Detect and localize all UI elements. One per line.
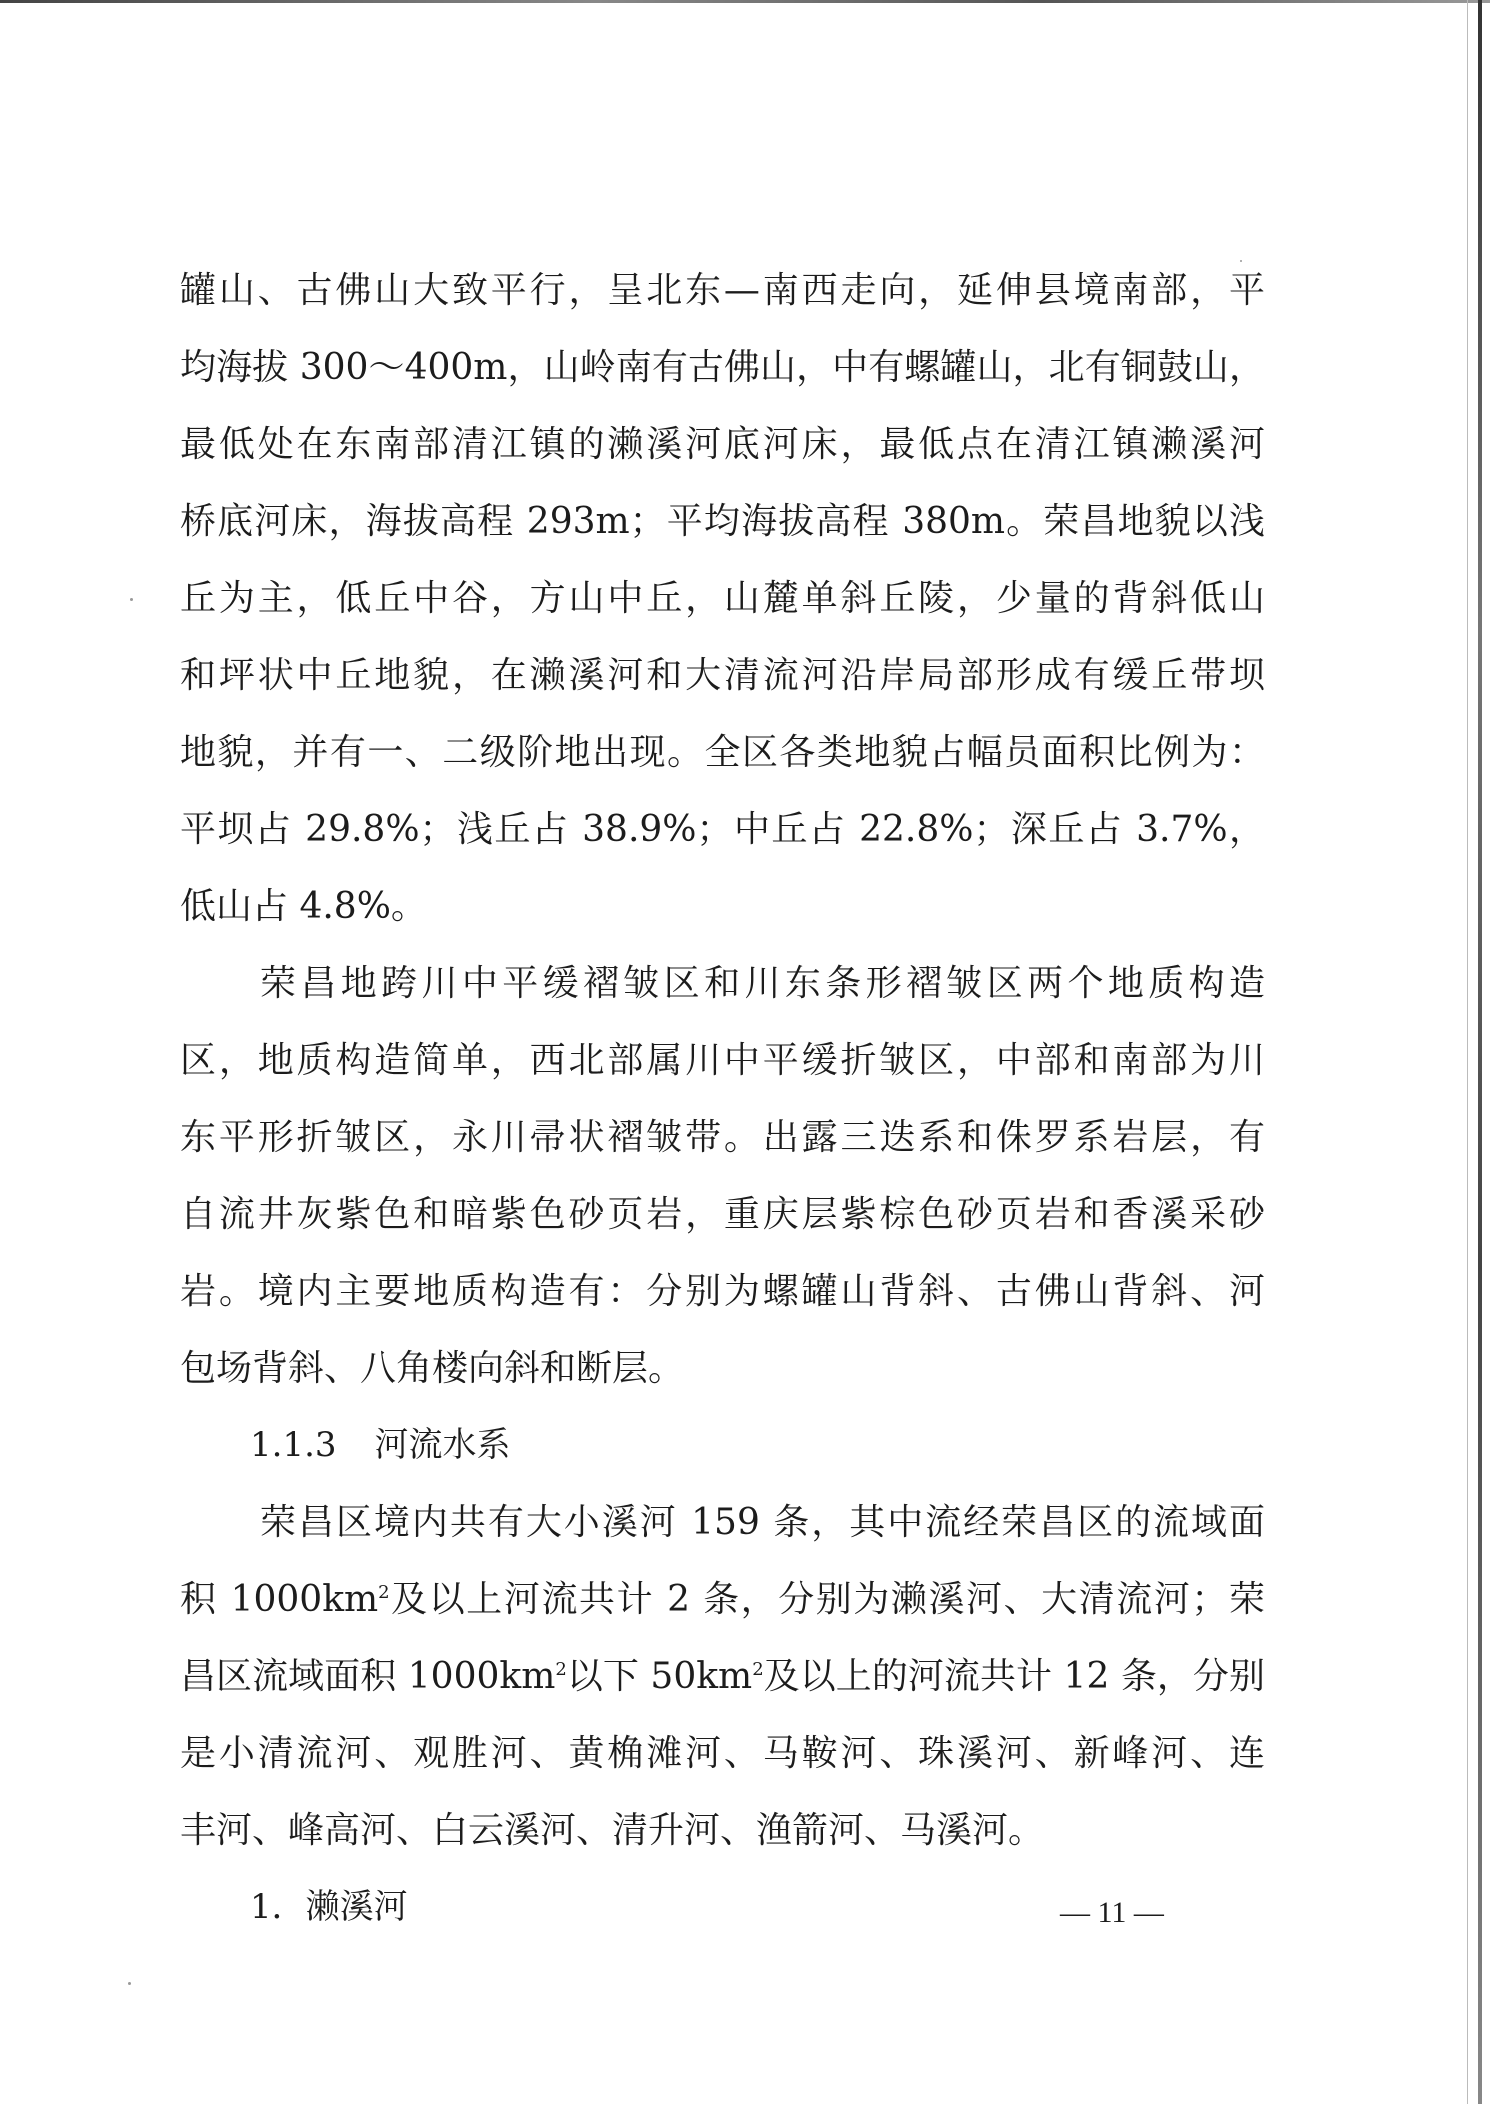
text-line: 桥底河床，海拔高程 293m；平均海拔高程 380m。荣昌地貌以浅 xyxy=(180,501,1265,542)
scan-speck xyxy=(128,1982,131,1985)
document-body xyxy=(180,252,1265,1946)
scan-edge-right xyxy=(1478,0,1482,2104)
text-span: 以下 50km xyxy=(566,1656,753,1697)
text-line: 是小清流河、观胜河、黄桷滩河、马鞍河、珠溪河、新峰河、连 xyxy=(180,1733,1265,1774)
text-line: 岩。境内主要地质构造有：分别为螺罐山背斜、古佛山背斜、河 xyxy=(180,1271,1265,1312)
text-span: 及以上的河流共计 12 条，分别 xyxy=(763,1656,1265,1697)
text-line: 区，地质构造简单，西北部属川中平缓折皱区，中部和南部为川 xyxy=(180,1040,1265,1081)
text-line: 荣昌区境内共有大小溪河 159 条，其中流经荣昌区的流域面 xyxy=(260,1502,1265,1543)
text-line: 最低处在东南部清江镇的濑溪河底河床，最低点在清江镇濑溪河 xyxy=(180,424,1265,465)
text-span: 昌区流域面积 1000km xyxy=(180,1656,556,1697)
text-line: 低山占 4.8%。 xyxy=(180,886,427,927)
paragraph-rivers xyxy=(180,1484,1265,1869)
text-span: 积 1000km xyxy=(180,1579,379,1620)
section-heading xyxy=(180,1407,1265,1484)
text-line: 和坪状中丘地貌，在濑溪河和大清流河沿岸局部形成有缓丘带坝 xyxy=(180,655,1265,696)
text-line: 丰河、峰高河、白云溪河、清升河、渔箭河、马溪河。 xyxy=(180,1810,1045,1851)
paragraph-geology xyxy=(180,945,1265,1407)
paragraph-landforms xyxy=(180,252,1265,945)
text-line: 荣昌地跨川中平缓褶皱区和川东条形褶皱区两个地质构造 xyxy=(260,963,1265,1004)
superscript: 2 xyxy=(555,1659,567,1680)
scan-edge-right-line xyxy=(1467,0,1468,2104)
text-line: 罐山、古佛山大致平行，呈北东—南西走向，延伸县境南部，平 xyxy=(180,270,1265,311)
text-line xyxy=(180,1561,1265,1638)
section-title: 河流水系 xyxy=(374,1425,511,1465)
scan-speck xyxy=(130,598,133,601)
text-line: 自流井灰紫色和暗紫色砂页岩，重庆层紫棕色砂页岩和香溪采砂 xyxy=(180,1194,1265,1235)
superscript: 2 xyxy=(752,1659,764,1680)
text-line: 地貌，并有一、二级阶地出现。全区各类地貌占幅员面积比例为： xyxy=(180,732,1265,773)
text-line: 均海拔 300～400m，山岭南有古佛山，中有螺罐山，北有铜鼓山， xyxy=(180,347,1265,388)
page-number: — 11 — xyxy=(1060,1896,1164,1929)
text-line: 丘为主，低丘中谷，方山中丘，山麓单斜丘陵，少量的背斜低山 xyxy=(180,578,1265,619)
text-line: 包场背斜、八角楼向斜和断层。 xyxy=(180,1348,685,1389)
text-span: 及以上河流共计 2 条，分别为濑溪河、大清流河；荣 xyxy=(389,1579,1266,1620)
text-line: 平坝占 29.8%；浅丘占 38.9%；中丘占 22.8%；深丘占 3.7%， xyxy=(180,809,1265,850)
scan-edge-top xyxy=(0,0,1490,3)
superscript: 2 xyxy=(378,1582,390,1603)
text-line xyxy=(180,1638,1265,1715)
section-number: 1.1.3 xyxy=(250,1425,337,1465)
subheading: 1．濑溪河 xyxy=(250,1887,408,1927)
text-line: 东平形折皱区，永川帚状褶皱带。出露三迭系和侏罗系岩层，有 xyxy=(180,1117,1265,1158)
